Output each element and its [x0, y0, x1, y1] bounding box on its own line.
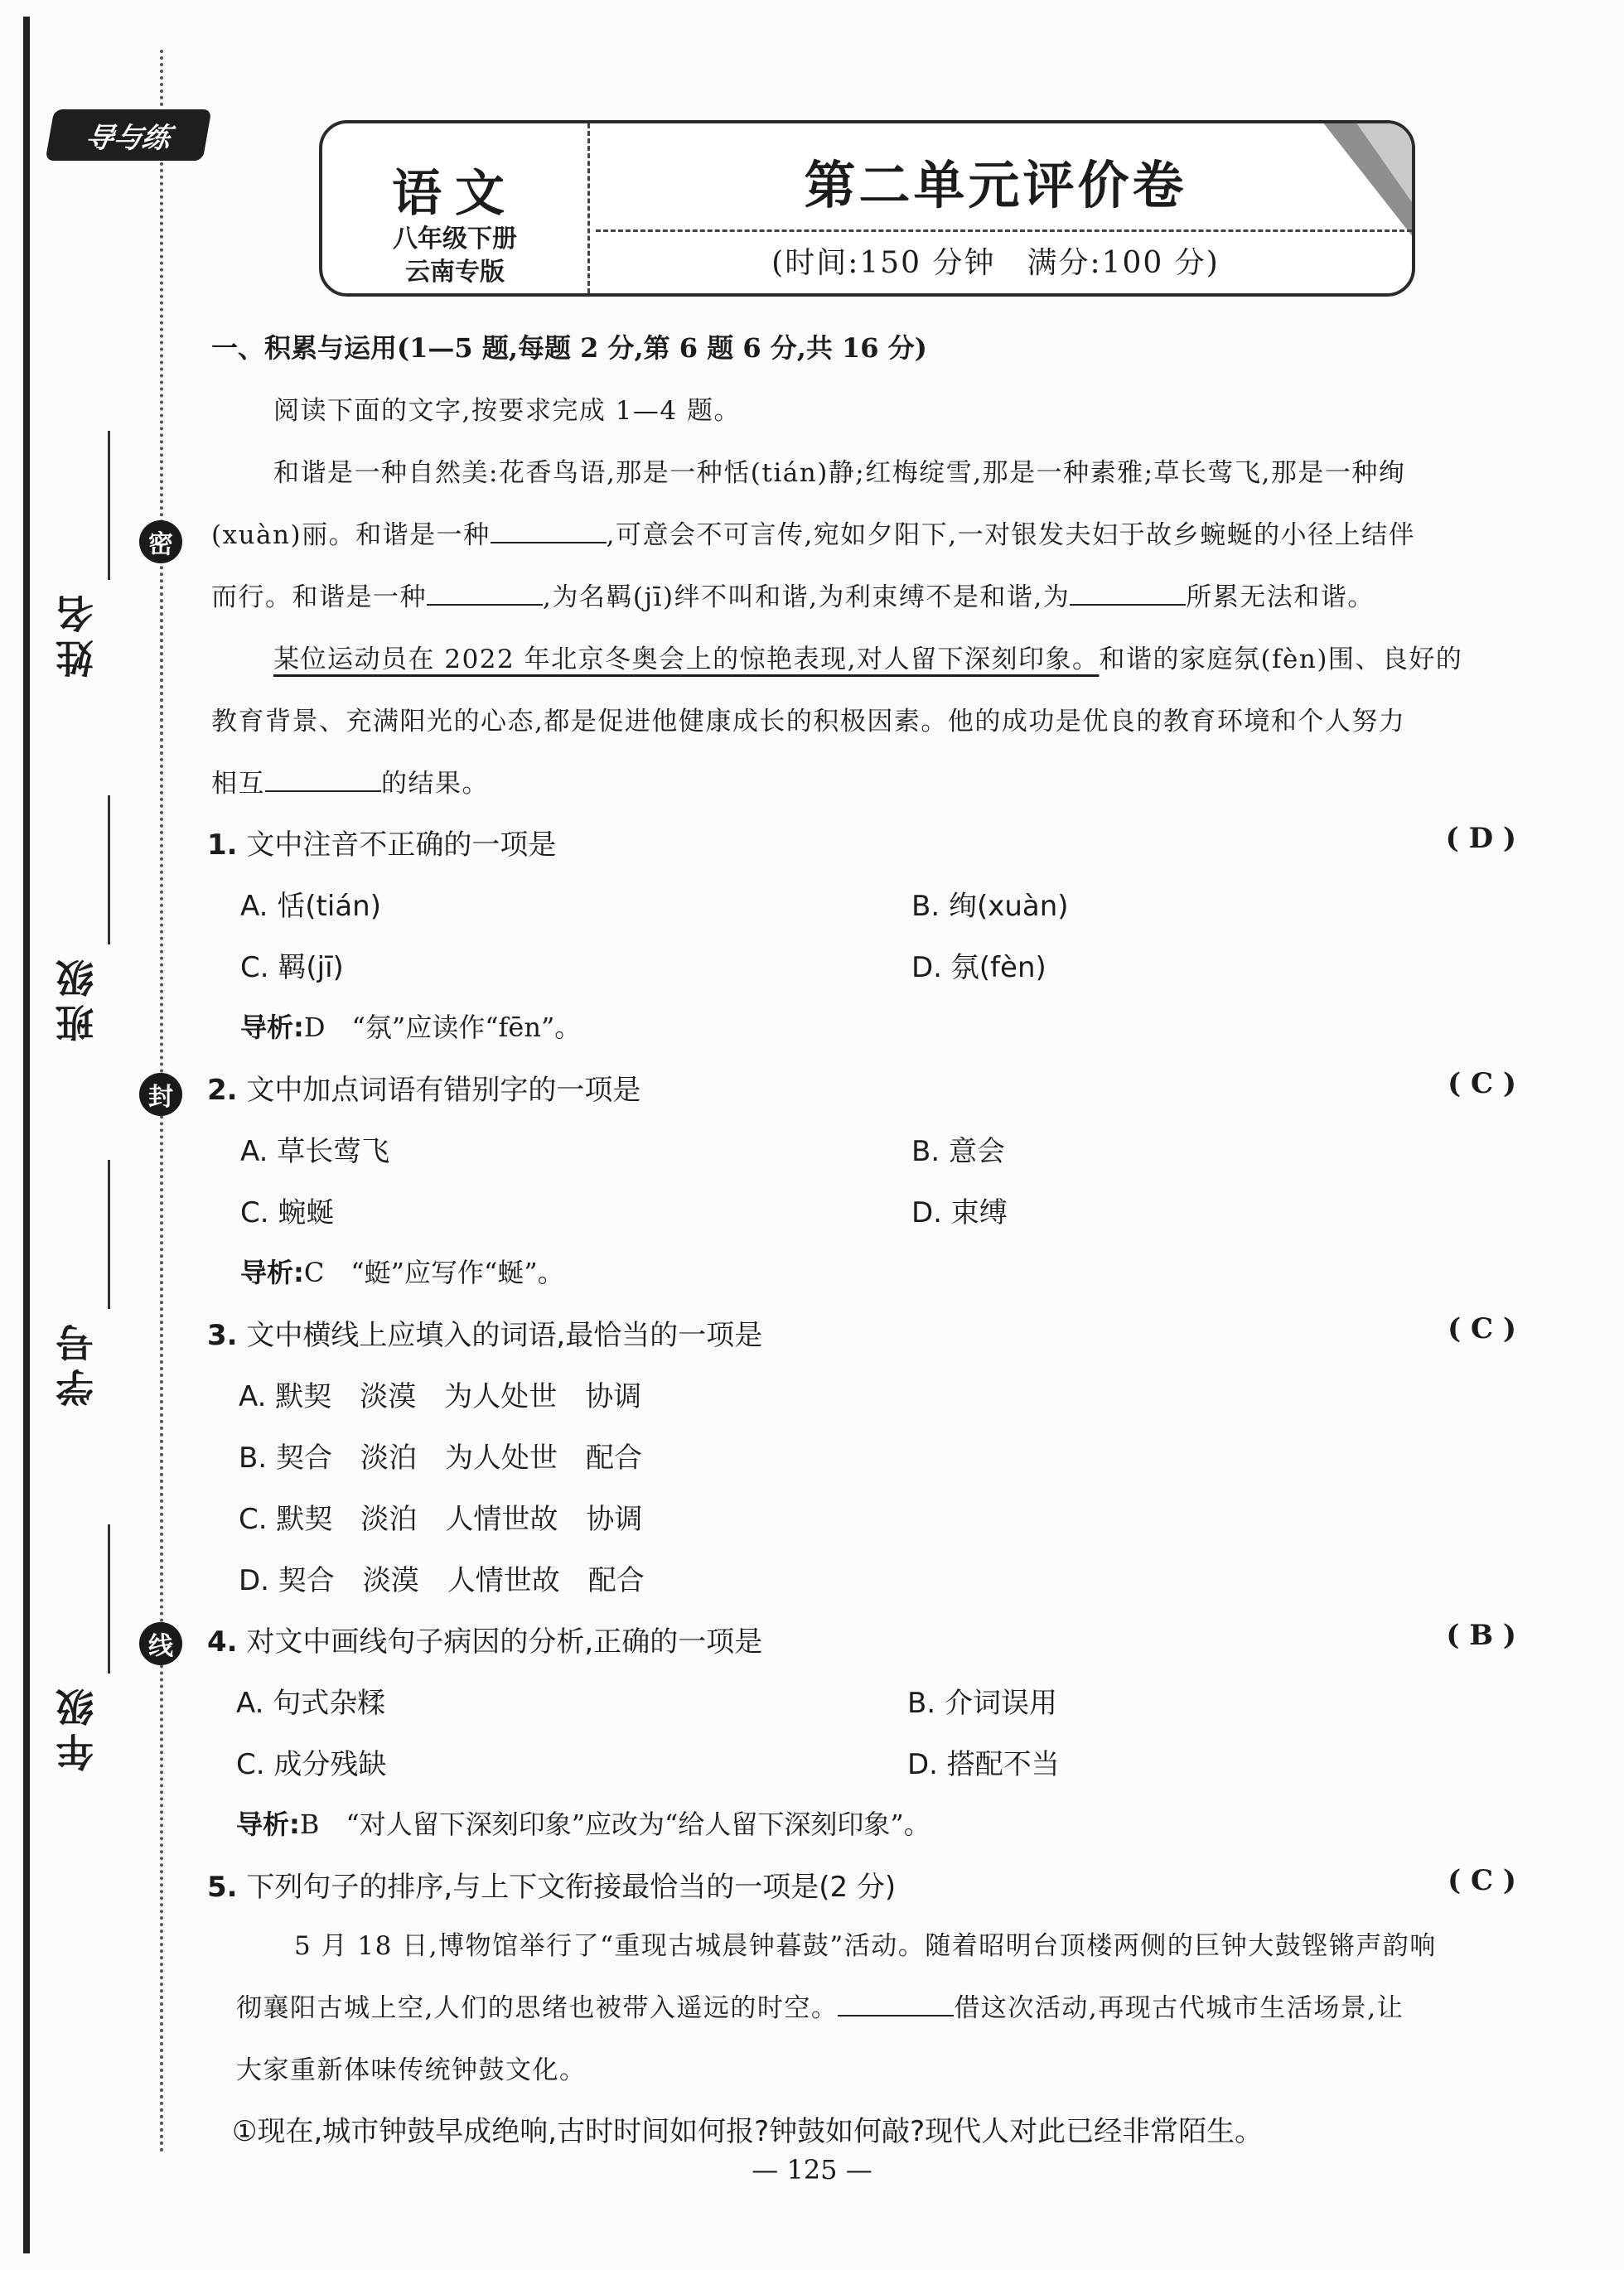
exam-header: [319, 120, 1415, 297]
option-c[interactable]: C. 羁(jī): [240, 951, 344, 984]
option-a[interactable]: A. 草长莺飞: [240, 1135, 390, 1168]
option-word: 淡泊: [360, 1503, 418, 1536]
option-word: 人情世故: [447, 1564, 560, 1597]
question-text: 文中横线上应填入的词语,最恰当的一项是: [246, 1319, 763, 1352]
passage-text: 彻襄阳古城上空,人们的思绪也被带入遥远的时空。: [236, 1993, 839, 2023]
passage-text: 的结果。: [381, 769, 489, 799]
passage-text: (xuàn)丽。和谐是一种: [211, 520, 491, 550]
header-horizontal-divider: [596, 229, 1412, 232]
option-c[interactable]: C. 成分残缺: [236, 1748, 387, 1781]
passage-text: 和谐的家庭氛(fèn)围、良好的: [1099, 645, 1463, 674]
class-field-label: 班级: [55, 953, 99, 1042]
question-5: [207, 1864, 1516, 1905]
option-c[interactable]: [239, 1496, 670, 1537]
option-word: 淡泊: [360, 1442, 417, 1475]
sentence-item-1: ①现在,城市钟鼓早成绝响,古时时间如何报?钟鼓如何敲?现代人对此已经非常陌生。: [232, 2115, 1264, 2148]
passage-text: ,为名羁(jī)绊不叫和谐,为利束缚不是和谐,为: [543, 582, 1071, 612]
answer-bracket[interactable]: ( C ): [1448, 1067, 1516, 1100]
passage-line: [211, 762, 1512, 799]
fill-blank[interactable]: [427, 603, 543, 606]
brand-logo: 导与练: [46, 109, 212, 161]
section-heading: 一、积累与运用(1—5 题,每题 2 分,第 6 题 6 分,共 16 分): [211, 332, 927, 364]
option-word: A. 默契: [239, 1380, 332, 1413]
answer-guide: [240, 1252, 564, 1290]
passage-line: [273, 638, 1512, 675]
passage-line: 大家重新体味传统钟鼓文化。: [236, 2055, 587, 2085]
question-1: [207, 822, 1516, 862]
reading-instruction: 阅读下面的文字,按要求完成 1—4 题。: [273, 396, 742, 426]
fill-blank[interactable]: [491, 541, 607, 543]
page-number: — 125 —: [752, 2154, 872, 2185]
exam-title: 第二单元评价卷: [804, 155, 1187, 215]
guide-text: C “蜓”应写作“蜒”。: [303, 1257, 564, 1288]
passage-line: [211, 514, 1512, 551]
option-d[interactable]: D. 束缚: [911, 1196, 1008, 1229]
passage-line: 5 月 18 日,博物馆举行了“重现古城晨钟暮鼓”活动。随着昭明台顶楼两侧的巨钟大鼓铿锵声韵响: [294, 1931, 1437, 1961]
answer-bracket[interactable]: ( D ): [1445, 822, 1516, 855]
answer-bracket[interactable]: ( C ): [1448, 1312, 1516, 1345]
option-a[interactable]: A. 句式杂糅: [236, 1687, 386, 1720]
option-word: 淡漠: [360, 1380, 417, 1413]
passage-line: 教育背景、充满阳光的心态,都是促进他健康成长的积极因素。他的成功是优良的教育环境和个人努力: [211, 707, 1406, 737]
option-word: B. 契合: [239, 1442, 332, 1475]
seal-mi-icon: 密: [139, 520, 182, 563]
answer-guide: [236, 1804, 930, 1842]
edition-name: 云南专版: [405, 258, 505, 287]
student-id-field-label: 学号: [55, 1317, 99, 1407]
option-d[interactable]: D. 搭配不当: [907, 1748, 1060, 1781]
header-vertical-divider: [587, 123, 590, 293]
class-field-line[interactable]: [108, 795, 110, 944]
option-word: 配合: [587, 1564, 645, 1597]
option-a[interactable]: [239, 1374, 669, 1414]
name-field-line[interactable]: [108, 431, 110, 580]
guide-label: 导析:: [240, 1257, 304, 1288]
option-word: 协调: [585, 1380, 642, 1413]
question-number: 5.: [207, 1871, 238, 1904]
seal-xian-icon: 线: [139, 1622, 182, 1665]
fill-blank[interactable]: [1070, 603, 1186, 606]
question-number: 2.: [207, 1074, 238, 1107]
name-field-label: 姓名: [55, 588, 99, 678]
guide-text: B “对人留下深刻印象”应改为“给人留下深刻印象”。: [299, 1809, 930, 1840]
passage-text: 所累无法和谐。: [1186, 582, 1375, 612]
option-b[interactable]: B. 介词误用: [907, 1687, 1057, 1720]
option-word: 淡漠: [362, 1564, 419, 1597]
binding-edge-rule: [23, 17, 30, 2253]
question-number: 1.: [207, 828, 238, 862]
question-3: [207, 1312, 1516, 1353]
time-and-score: (时间:150 分钟 满分:100 分): [771, 246, 1220, 280]
option-d[interactable]: D. 氛(fèn): [911, 951, 1046, 984]
guide-label: 导析:: [240, 1012, 304, 1043]
option-word: 协调: [586, 1503, 643, 1536]
seal-feng-icon: 封: [139, 1073, 182, 1116]
option-a[interactable]: A. 恬(tián): [240, 890, 381, 923]
subject-block: [322, 165, 587, 289]
question-4: [207, 1619, 1516, 1659]
question-text: 文中注音不正确的一项是: [246, 828, 557, 862]
option-word: 为人处世: [444, 1380, 558, 1413]
question-text: 文中加点词语有错别字的一项是: [246, 1074, 641, 1107]
question-number: 4.: [207, 1625, 238, 1659]
fill-blank[interactable]: [838, 2014, 954, 2016]
option-c[interactable]: C. 蜿蜒: [240, 1196, 335, 1229]
passage-text: 而行。和谐是一种: [211, 582, 427, 612]
option-b[interactable]: [239, 1435, 670, 1476]
question-text: 下列句子的排序,与上下文衔接最恰当的一项是(2 分): [246, 1871, 897, 1904]
option-word: 人情世故: [445, 1503, 558, 1536]
option-word: 配合: [585, 1442, 642, 1475]
option-word: D. 契合: [239, 1564, 335, 1597]
option-word: 为人处世: [444, 1442, 558, 1475]
option-word: C. 默契: [239, 1503, 333, 1536]
passage-text: 借这次活动,再现古代城市生活场景,让: [954, 1993, 1404, 2023]
option-b[interactable]: B. 意会: [911, 1135, 1005, 1168]
underlined-sentence: 某位运动员在 2022 年北京冬奥会上的惊艳表现,对人留下深刻印象。: [273, 645, 1100, 674]
option-b[interactable]: B. 绚(xuàn): [911, 890, 1069, 923]
answer-bracket[interactable]: ( C ): [1448, 1864, 1516, 1897]
question-2: [207, 1067, 1516, 1108]
guide-label: 导析:: [236, 1809, 300, 1840]
option-d[interactable]: [239, 1558, 673, 1598]
passage-line: [211, 576, 1512, 613]
subject-name: 语文: [392, 165, 518, 223]
fill-blank[interactable]: [265, 790, 381, 792]
grade-field-label: 年级: [55, 1682, 99, 1771]
passage-text: 相互: [211, 769, 265, 799]
grade-field-line[interactable]: [108, 1524, 110, 1674]
answer-bracket[interactable]: ( B ): [1446, 1619, 1516, 1652]
question-text: 对文中画线句子病因的分析,正确的一项是: [246, 1625, 763, 1659]
guide-text: D “氛”应读作“fēn”。: [303, 1012, 582, 1043]
student-id-field-line[interactable]: [108, 1160, 110, 1309]
question-number: 3.: [207, 1319, 238, 1352]
passage-line: [236, 1987, 1512, 2024]
answer-guide: [240, 1007, 581, 1045]
grade-volume: 八年级下册: [393, 225, 517, 254]
passage-text: ,可意会不可言传,宛如夕阳下,一对银发夫妇于故乡蜿蜒的小径上结伴: [606, 520, 1416, 550]
passage-line: 和谐是一种自然美:花香鸟语,那是一种恬(tián)静;红梅绽雪,那是一种素雅;草长莺飞,那是一种绚: [273, 458, 1406, 488]
